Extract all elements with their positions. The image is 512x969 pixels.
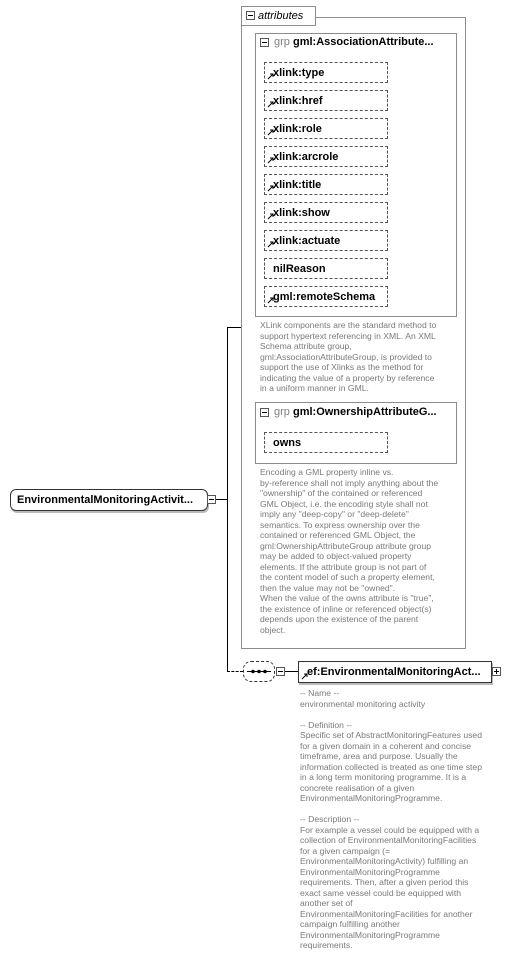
link-arrow-icon — [267, 185, 274, 192]
link-arrow-icon — [267, 297, 274, 304]
sequence-compositor[interactable] — [243, 661, 275, 682]
group1-name: gml:AssociationAttribute... — [292, 36, 434, 48]
attributes-label: attributes — [258, 10, 304, 22]
link-arrow-icon — [267, 241, 274, 248]
link-arrow-icon — [267, 129, 274, 136]
child-element[interactable] — [298, 661, 492, 683]
link-arrow-icon — [301, 673, 308, 680]
attribute-owns[interactable] — [264, 432, 388, 453]
group2-kind: grp — [274, 406, 290, 418]
child-element-label: ef:EnvironmentalMonitoringAct... — [307, 666, 481, 678]
group2-documentation: Encoding a GML property inline vs. by-reference shall not imply anything about the "ownership" of the contained or referenced GML Object, i.e. the encoding style shall not imply any "deep-copy" or "deep-delete" semantics. To express ownership over the contained or referenced GML Object, the gml:OwnershipAttributeGroup attribute group may be added to object-valued property elements. If the attribute group is not part of the content model of such a property element, then the value may not be "owned". When the value of the owns attribute is "true", the existence of inline or referenced object(s) depends upon the existence of the parent object. — [260, 467, 439, 635]
attribute-label: xlink:href — [273, 95, 323, 107]
link-arrow-icon — [267, 157, 274, 164]
attribute-label: gml:remoteSchema — [273, 291, 376, 303]
attribute-xlink-title[interactable] — [264, 174, 388, 195]
attribute-nilreason[interactable] — [264, 258, 388, 279]
link-arrow-icon — [267, 73, 274, 80]
link-arrow-icon — [267, 101, 274, 108]
child-documentation: -- Name -- environmental monitoring activity -- Definition -- Specific set of AbstractMonitoringFeatures used for a given domain in a coherent and concise timeframe, area and purpose. Usually the information collected is treated as one time step in a long term monitoring programme. It is a concrete realisation of a given EnvironmentalMonitoringProgramme. -- Description -- For example a vessel could be equipped with a collection of EnvironmentalMonitoringFacilities for a given campaign (= EnvironmentalMonitoringActivity) fulfilling an EnvironmentalMonitoringProgramme requirements. Then, after a given period this exact same vessel could be equipped with another set of EnvironmentalMonitoringFacilities for another campaign fulfilling another EnvironmentalMonitoringProgramme requirements. — [300, 688, 482, 950]
attribute-xlink-role[interactable] — [264, 118, 388, 139]
root-element[interactable] — [10, 489, 208, 511]
attribute-label: xlink:show — [273, 207, 330, 219]
attribute-xlink-arcrole[interactable] — [264, 146, 388, 167]
attribute-xlink-href[interactable] — [264, 90, 388, 111]
connector-sequence-child — [285, 671, 298, 672]
group2-header[interactable] — [274, 406, 437, 418]
group1-header[interactable] — [274, 36, 434, 48]
group1-collapse-toggle[interactable] — [260, 38, 269, 47]
attribute-xlink-actuate[interactable] — [264, 230, 388, 251]
sequence-icon — [244, 662, 274, 681]
attribute-label: owns — [273, 437, 302, 449]
attributes-collapse-toggle[interactable] — [246, 11, 255, 20]
attribute-label: xlink:actuate — [273, 235, 341, 247]
attribute-label: nilReason — [273, 263, 326, 275]
attribute-label: xlink:role — [273, 123, 322, 135]
attribute-label: xlink:type — [273, 67, 325, 79]
link-arrow-icon — [267, 213, 274, 220]
group2-collapse-toggle[interactable] — [260, 408, 269, 417]
root-collapse-toggle[interactable] — [207, 495, 216, 504]
connector-vertical — [227, 327, 228, 672]
attribute-xlink-show[interactable] — [264, 202, 388, 223]
sequence-collapse-toggle[interactable] — [276, 667, 285, 676]
group1-kind: grp — [274, 36, 290, 48]
attribute-label: xlink:title — [273, 179, 322, 191]
connector-to-attributes — [227, 327, 241, 328]
attribute-gml-remoteschema[interactable] — [264, 286, 388, 307]
root-element-label: EnvironmentalMonitoringActivit... — [17, 494, 194, 506]
child-expand-toggle[interactable] — [492, 667, 501, 676]
group2-name: gml:OwnershipAttributeG... — [292, 406, 437, 418]
attribute-xlink-type[interactable] — [264, 62, 388, 83]
attribute-label: xlink:arcrole — [273, 151, 339, 163]
group1-documentation: XLink components are the standard method to support hypertext referencing in XML. An XML Schema attribute group, gml:AssociationAttributeGroup, is provided to support the use of Xlinks as the method for indicating the value of a property by reference in a uniform manner in GML. — [260, 320, 437, 393]
connector-to-sequence — [227, 671, 243, 672]
